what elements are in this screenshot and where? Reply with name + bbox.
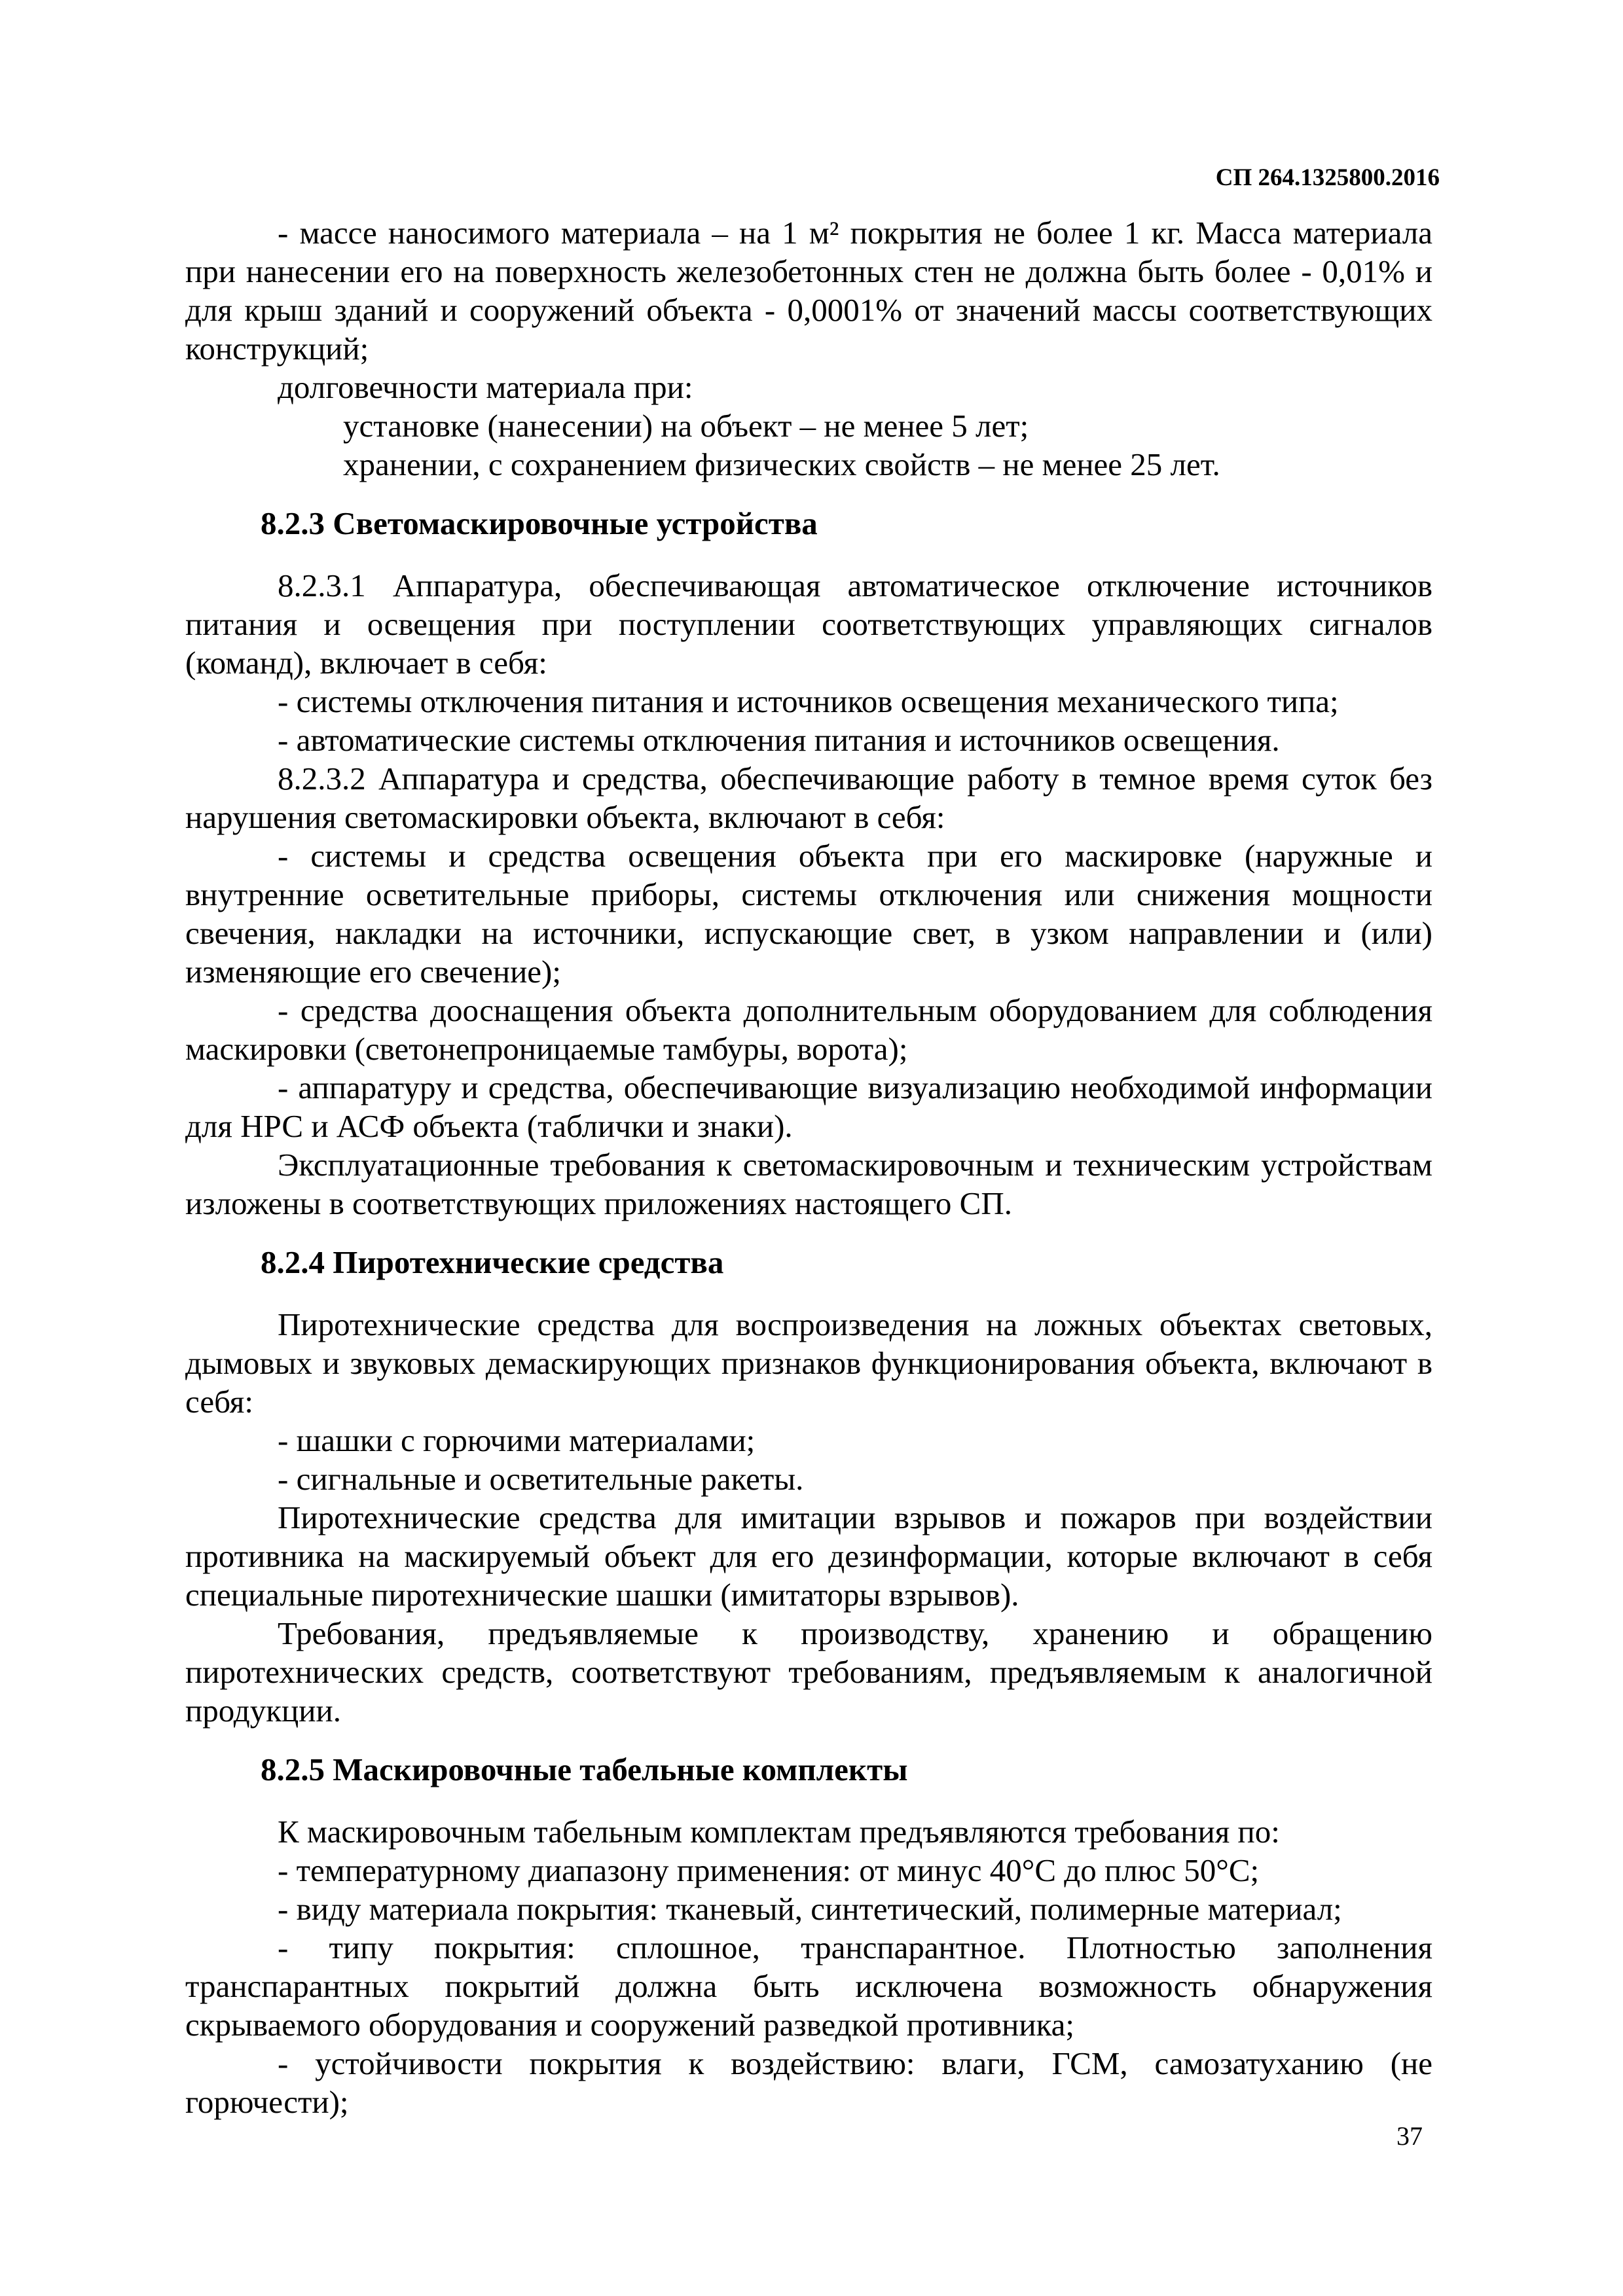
- section-heading-8-2-3: 8.2.3 Светомаскировочные устройства: [261, 505, 818, 541]
- paragraph-pyrotechnics-intro: Пиротехнические средства для воспроизведения на ложных объектах световых, дымовых и звуковых демаскирующих признаков функционирования объекта, включают в себя:: [185, 1306, 1432, 1420]
- paragraph-mass-requirement: - массе наносимого материала – на 1 м² покрытия не более 1 кг. Масса материала при нанесении его на поверхность железобетонных стен не должна быть более - 0,01% и для крыш зданий и сооружений объекта - 0,0001% от значений массы соответствующих конструкций;: [185, 215, 1432, 367]
- list-item-mechanical: - системы отключения питания и источников освещения механического типа;: [278, 683, 1339, 719]
- section-heading-8-2-5: 8.2.5 Маскировочные табельные комплекты: [261, 1751, 908, 1787]
- list-item-temperature: - температурному диапазону применения: от минус 40°С до плюс 50°С;: [278, 1852, 1260, 1888]
- list-item-resistance: - устойчивости покрытия к воздействию: влаги, ГСМ, самозатуханию (не горючести);: [185, 2045, 1432, 2120]
- paragraph-kits-intro: К маскировочным табельным комплектам предъявляются требования по:: [278, 1814, 1280, 1850]
- list-item-automatic: - автоматические системы отключения питания и источников освещения.: [278, 722, 1280, 758]
- page-number: 37: [1396, 2121, 1423, 2151]
- list-item-smoke-pots: - шашки с горючими материалами;: [278, 1422, 756, 1458]
- section-heading-8-2-4: 8.2.4 Пиротехнические средства: [261, 1244, 724, 1280]
- paragraph-8-2-3-1: 8.2.3.1 Аппаратура, обеспечивающая автоматическое отключение источников питания и освещения при поступлении соответствующих управляющих сигналов (команд), включает в себя:: [185, 567, 1432, 681]
- document-body: [185, 213, 1432, 2121]
- list-item-installation: установке (нанесении) на объект – не менее 5 лет;: [343, 408, 1029, 444]
- list-item-lighting: - системы и средства освещения объекта при его маскировке (наружные и внутренние осветительные приборы, системы отключения или снижения мощности свечения, накладки на источники, испускающие свет, в узком направлении и (или) изменяющие его свечение);: [185, 838, 1432, 990]
- paragraph-durability: долговечности материала при:: [278, 369, 693, 405]
- paragraph-pyrotechnics-imitation: Пиротехнические средства для имитации взрывов и пожаров при воздействии противника на маскируемый объект для его дезинформации, которые включают в себя специальные пиротехнические шашки (имитаторы взрывов).: [185, 1499, 1432, 1613]
- paragraph-operational-requirements: Эксплуатационные требования к светомаскировочным и техническим устройствам изложены в соответствующих приложениях настоящего СП.: [185, 1147, 1432, 1221]
- list-item-storage: хранении, с сохранением физических свойств – не менее 25 лет.: [343, 446, 1220, 482]
- list-item-flares: - сигнальные и осветительные ракеты.: [278, 1461, 804, 1497]
- list-item-additional-equipment: - средства дооснащения объекта дополнительным оборудованием для соблюдения маскировки (светонепроницаемые тамбуры, ворота);: [185, 992, 1432, 1067]
- list-item-cover-type: - типу покрытия: сплошное, транспарантное. Плотностью заполнения транспарантных покрытий должна быть исключена возможность обнаружения скрываемого оборудования и сооружений разведкой противника;: [185, 1929, 1432, 2043]
- paragraph-pyrotechnics-requirements: Требования, предъявляемые к производству, хранению и обращению пиротехнических средств, соответствуют требованиям, предъявляемым к аналогичной продукции.: [185, 1615, 1432, 1729]
- paragraph-8-2-3-2: 8.2.3.2 Аппаратура и средства, обеспечивающие работу в темное время суток без нарушения светомаскировки объекта, включают в себя:: [185, 761, 1432, 835]
- document-code: СП 264.1325800.2016: [1215, 164, 1440, 191]
- list-item-material: - виду материала покрытия: тканевый, синтетический, полимерные материал;: [278, 1891, 1342, 1927]
- list-item-visualization: - аппаратуру и средства, обеспечивающие визуализацию необходимой информации для НРС и АСФ объекта (таблички и знаки).: [185, 1069, 1432, 1144]
